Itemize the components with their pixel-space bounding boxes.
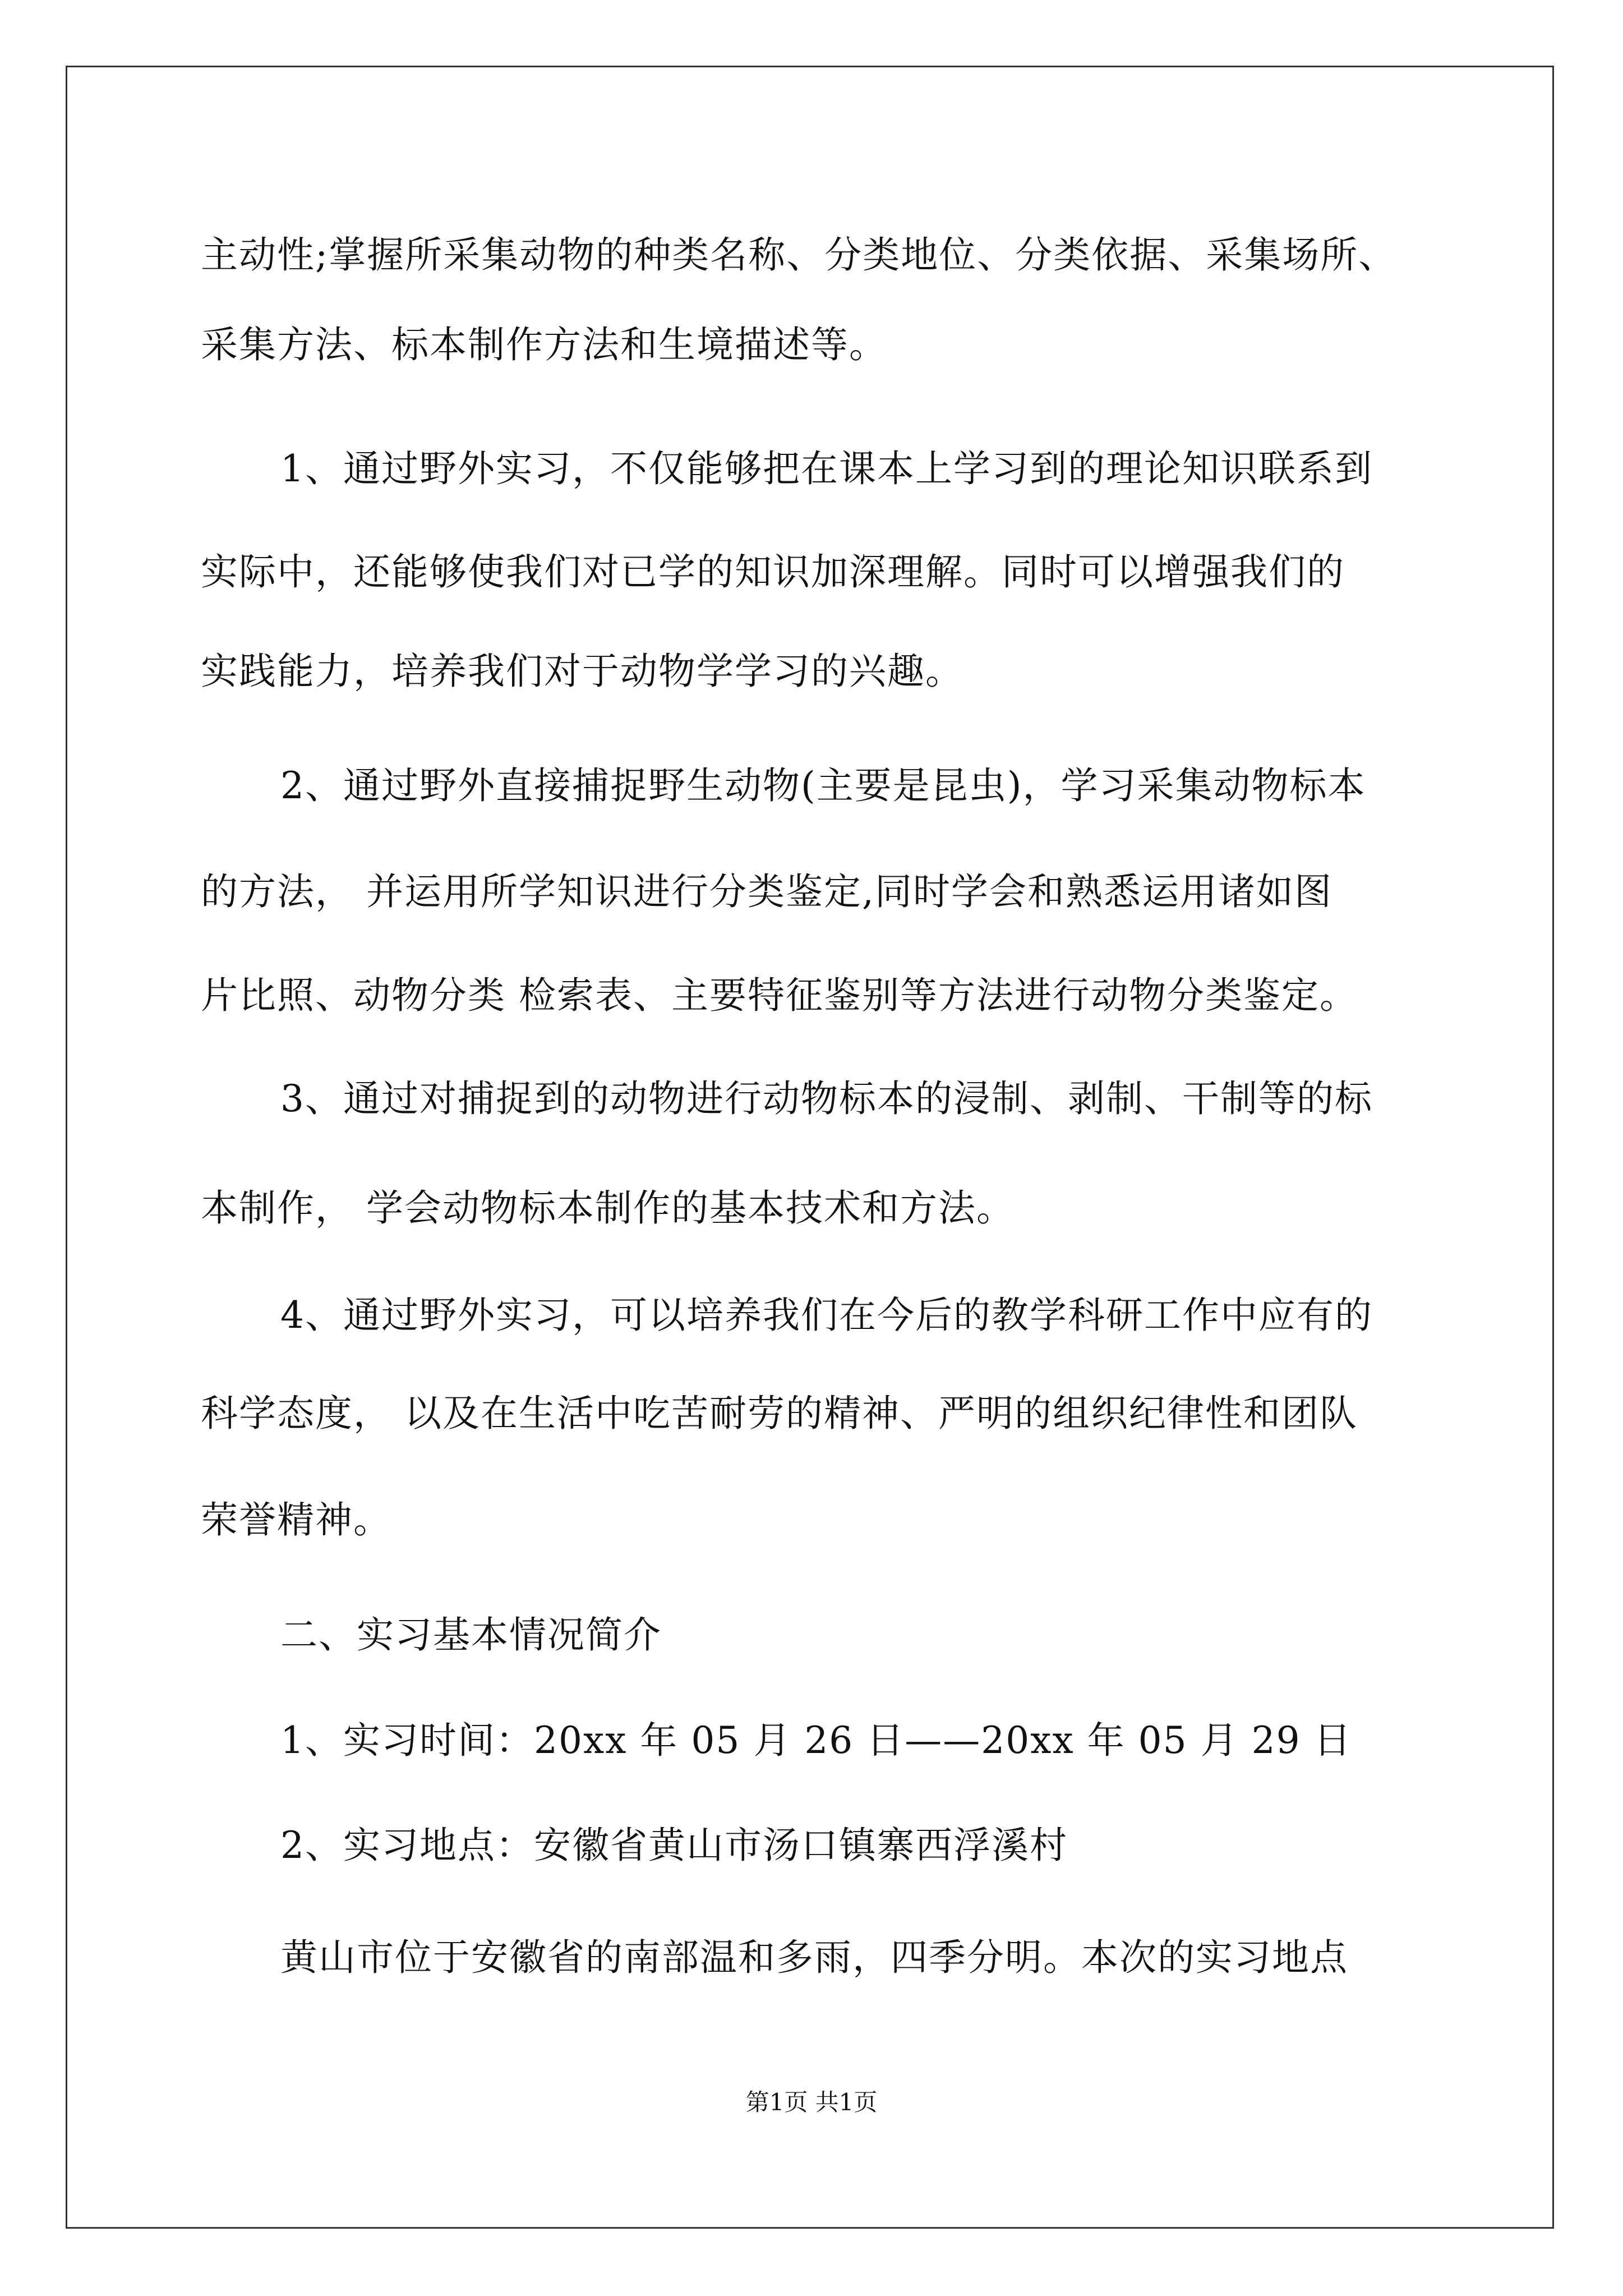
section-heading: 二、实习基本情况简介	[280, 1613, 662, 1657]
paragraph-2-line: 2、通过野外直接捕捉野生动物(主要是昆虫)，学习采集动物标本	[280, 764, 1366, 807]
paragraph-1-line: 1、通过野外实习，不仅能够把在课本上学习到的理论知识联系到	[280, 447, 1373, 490]
text-line: 实践能力，培养我们对于动物学学习的兴趣。	[201, 650, 963, 693]
text-line: 本制作， 学会动物标本制作的基本技术和方法。	[201, 1186, 1015, 1230]
text-line: 荣誉精神。	[201, 1498, 391, 1542]
text-line: 黄山市位于安徽省的南部温和多雨，四季分明。本次的实习地点	[280, 1936, 1348, 1979]
paragraph-3-line: 3、通过对捕捉到的动物进行动物标本的浸制、剥制、干制等的标	[280, 1077, 1373, 1120]
text-line: 实际中，还能够使我们对已学的知识加深理解。同时可以增强我们的	[201, 550, 1345, 593]
page-border	[66, 66, 1554, 2229]
practice-time-line: 1、实习时间：20xx 年 05 月 26 日——20xx 年 05 月 29 日	[280, 1719, 1352, 1762]
paragraph-4-line: 4、通过野外实习，可以培养我们在今后的教学科研工作中应有的	[280, 1294, 1373, 1337]
practice-location-line: 2、实习地点：安徽省黄山市汤口镇寨西浮溪村	[280, 1824, 1068, 1867]
text-line: 片比照、动物分类 检索表、主要特征鉴别等方法进行动物分类鉴定。	[201, 974, 1358, 1017]
text-line: 主动性;掌握所采集动物的种类名称、分类地位、分类依据、采集场所、	[201, 233, 1397, 277]
page-footer: 第1页 共1页	[745, 2088, 878, 2116]
text-line: 采集方法、标本制作方法和生境描述等。	[201, 323, 887, 366]
text-line: 的方法， 并运用所学知识进行分类鉴定,同时学会和熟悉运用诸如图	[201, 870, 1332, 913]
text-line: 科学态度， 以及在生活中吃苦耐劳的精神、严明的组织纪律性和团队	[201, 1392, 1358, 1435]
